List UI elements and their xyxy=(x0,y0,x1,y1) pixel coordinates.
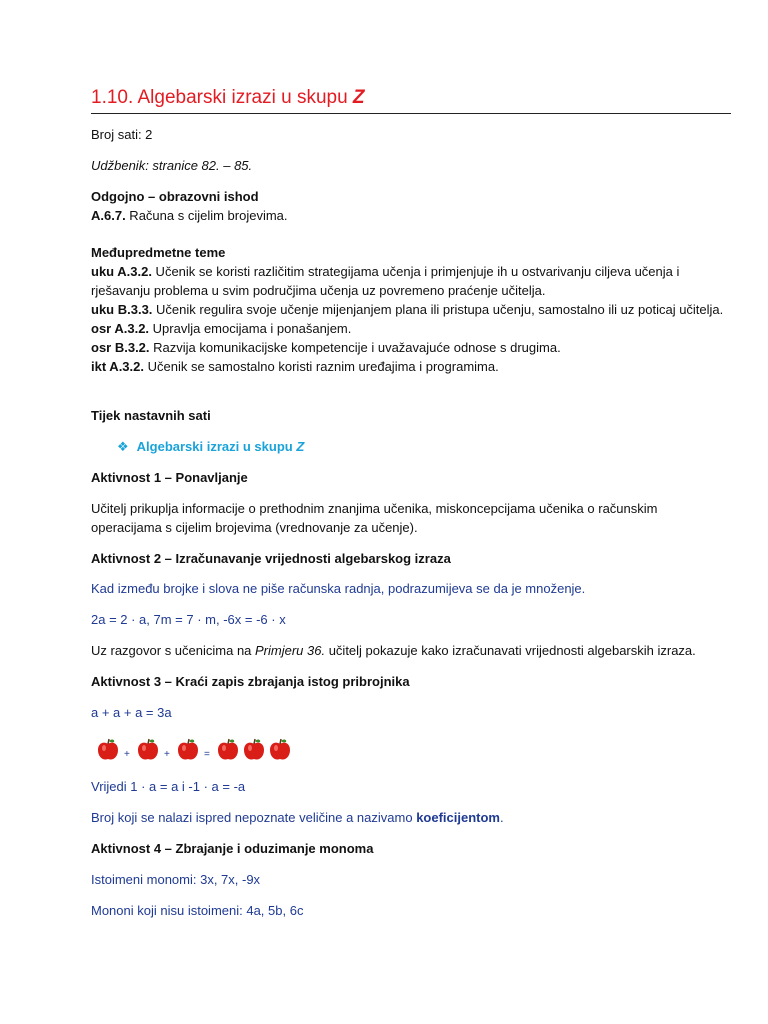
title-set-symbol: Z xyxy=(352,87,365,108)
coefficient-text-before: Broj koji se nalazi ispred nepoznate veličine a nazivamo xyxy=(91,810,417,825)
activity2-text-before: Uz razgovor s učenicima na xyxy=(91,643,256,658)
cross-topic-code: ikt A.3.2. xyxy=(91,359,144,374)
cross-topic-text: rješavanju problema u svim područjima učenja uz povremeno praćenje učitelja. xyxy=(91,283,546,298)
cross-topic-code: uku A.3.2. xyxy=(91,264,152,279)
apple-icon xyxy=(96,738,120,762)
coefficient-text-after: . xyxy=(499,810,504,825)
cross-topic-code: osr B.3.2. xyxy=(91,340,150,355)
apple-icon xyxy=(242,738,266,762)
apple-icon xyxy=(136,738,160,762)
activity4-heading: Aktivnost 4 – Zbrajanje i oduzimanje monoma xyxy=(91,841,374,856)
outcome-heading: Odgojno – obrazovni ishod xyxy=(91,189,259,204)
diamond-bullet-icon: ❖ xyxy=(117,439,129,454)
outcome-code: A.6.7. xyxy=(91,208,126,223)
activity2-example: 2a = 2 · a, 7m = 7 · m, -6x = -6 · x xyxy=(91,612,286,627)
title-prefix: 1.10. Algebarski izrazi u skupu xyxy=(91,87,353,108)
apple-icon xyxy=(216,738,240,762)
lesson-bullet-text: Algebarski izrazi u skupu xyxy=(136,439,297,454)
activity2-text-after: učitelj pokazuje kako izračunavati vrijednosti algebarskih izraza. xyxy=(325,643,696,658)
lesson-bullet-set: Z xyxy=(296,439,305,454)
cross-topic-code: osr A.3.2. xyxy=(91,321,150,336)
apple-icon xyxy=(176,738,200,762)
unlike-monomials: Mononi koji nisu istoimeni: 4a, 5b, 6c xyxy=(91,903,304,918)
activity3-formula: a + a + a = 3a xyxy=(91,705,172,720)
cross-topic-text: Učenik se koristi različitim strategijama učenja i primjenjuje ih u ostvarivanju ciljeva učenja i xyxy=(151,264,680,279)
lesson-bullet xyxy=(117,438,304,456)
activity1-heading: Aktivnost 1 – Ponavljanje xyxy=(91,470,248,485)
cross-topics-heading: Međupredmetne teme xyxy=(91,245,226,260)
cross-topic-text: Razvija komunikacijske kompetencije i uvažavajuće odnose s drugima. xyxy=(149,340,561,355)
page-title xyxy=(91,86,731,114)
activity2-note: Kad između brojke i slova ne piše računska radnja, podrazumijeva se da je množenje. xyxy=(91,581,586,596)
coefficient-term: koeficijentom xyxy=(416,810,500,825)
cross-topic-code: uku B.3.3. xyxy=(91,302,153,317)
plus-sign: + xyxy=(124,749,130,760)
apple-icon xyxy=(268,738,292,762)
cross-topic-text: Upravlja emocijama i ponašanjem. xyxy=(149,321,352,336)
equals-sign: = xyxy=(204,749,210,760)
activity3-rule: Vrijedi 1 · a = a i -1 · a = -a xyxy=(91,779,246,794)
hours-line: Broj sati: 2 xyxy=(91,127,153,142)
cross-topic-text: Učenik regulira svoje učenje mijenjanjem plana ili pristupa učenju, samostalno ili uz poticaj učitelja. xyxy=(152,302,724,317)
plus-sign: + xyxy=(164,749,170,760)
textbook-line: Udžbenik: stranice 82. – 85. xyxy=(91,158,253,173)
lesson-flow-heading: Tijek nastavnih sati xyxy=(91,408,211,423)
cross-topic-line xyxy=(91,282,546,300)
cross-topic-line xyxy=(91,320,351,338)
cross-topic-line xyxy=(91,358,499,376)
like-monomials: Istoimeni monomi: 3x, 7x, -9x xyxy=(91,872,261,887)
activity1-text-line2: operacijama s cijelim brojevima (vrednovanje za učenje). xyxy=(91,520,418,535)
activity2-text-italic: Primjeru 36. xyxy=(255,643,326,658)
cross-topic-line xyxy=(91,339,561,357)
outcome-line xyxy=(91,207,288,225)
outcome-text: Računa s cijelim brojevima. xyxy=(125,208,288,223)
cross-topic-line xyxy=(91,263,679,281)
cross-topic-text: Učenik se samostalno koristi raznim uređajima i programima. xyxy=(143,359,499,374)
cross-topic-line xyxy=(91,301,723,319)
activity2-text xyxy=(91,642,696,660)
activity3-heading: Aktivnost 3 – Kraći zapis zbrajanja istog pribrojnika xyxy=(91,674,410,689)
activity2-heading: Aktivnost 2 – Izračunavanje vrijednosti algebarskog izraza xyxy=(91,551,451,566)
coefficient-definition xyxy=(91,809,504,827)
activity1-text-line1: Učitelj prikuplja informacije o prethodnim znanjima učenika, miskoncepcijama učenika o računskim xyxy=(91,501,658,516)
